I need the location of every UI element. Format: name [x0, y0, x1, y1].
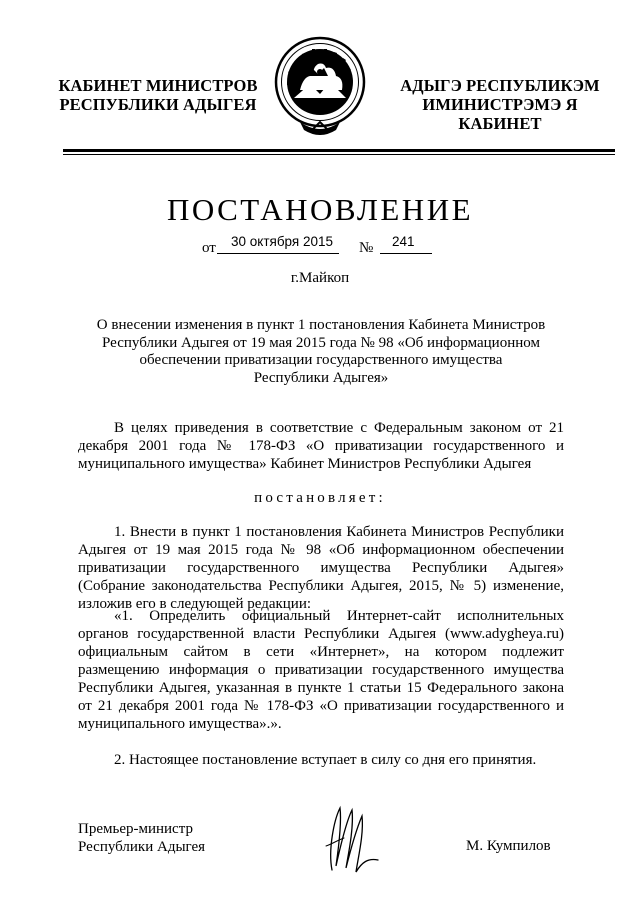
- item1-quote-paragraph: «1. Определить официальный Интернет-сайт исполнительных органов государственной власти Республики Адыгея (www.adygheya.ru) официальным сайтом в сети «Интернет», на котором подлежит размещению информация о приватизации государственного имущества Республики Адыгея, указанная в пункте 1 статьи 15 Федерального закона от 21 декабря 2001 года № 178-ФЗ «О приватизации государственного и муниципального имущества».».: [78, 608, 564, 732]
- item2-paragraph: 2. Настоящее постановление вступает в силу со дня его принятия.: [114, 752, 537, 768]
- header-divider-thick: [63, 149, 615, 152]
- document-subject: [78, 317, 564, 387]
- number-label: №: [359, 240, 374, 256]
- subject-line3: обеспечении приватизации государственного имущества: [139, 352, 503, 368]
- document-title: ПОСТАНОВЛЕНИЕ: [166, 192, 474, 227]
- subject-line4: Республики Адыгея»: [253, 369, 389, 386]
- signatory-position: [78, 820, 205, 856]
- resolves-heading: постановляет:: [254, 490, 386, 506]
- header-right-line1: АДЫГЭ РЕСПУБЛИКЭМ: [400, 76, 600, 95]
- header-divider-thin: [63, 154, 615, 155]
- position-line2: Республики Адыгея: [78, 839, 206, 855]
- subject-line2: Республики Адыгея от 19 мая 2015 года № 98 «Об информационном: [102, 334, 540, 351]
- header-right-line2: ИМИНИСТРЭМЭ Я КАБИНЕТ: [422, 95, 578, 133]
- coat-of-arms-emblem: [274, 32, 366, 142]
- preamble-paragraph: В целях приведения в соответствие с Федеральным законом от 21 декабря 2001 года № 178-ФЗ «О приватизации государственного и муниципального имущества» Кабинет Министров Республики Адыгея: [78, 420, 564, 472]
- header-right: [384, 76, 616, 133]
- header-left-line2: РЕСПУБЛИКИ АДЫГЕЯ: [59, 95, 257, 114]
- city: г.Майкоп: [290, 270, 350, 286]
- header-left-line1: КАБИНЕТ МИНИСТРОВ: [58, 76, 258, 95]
- date-label: от: [202, 240, 216, 256]
- signatory-name: М. Кумпилов: [466, 838, 551, 854]
- subject-line1: О внесении изменения в пункт 1 постановления Кабинета Министров: [96, 317, 546, 333]
- handwritten-signature: [318, 800, 388, 880]
- header-left: [58, 76, 258, 114]
- document-number: 241: [380, 234, 432, 254]
- document-date: 30 октября 2015: [217, 234, 339, 254]
- position-line1: Премьер-министр: [78, 821, 193, 837]
- item1-paragraph: 1. Внести в пункт 1 постановления Кабинета Министров Республики Адыгея от 19 мая 2015 года № 98 «Об информационном обеспечении приватизации государственного имущества Республики Адыгея» (Собрание законодательства Республики Адыгея, 2015, № 5) изменение, изложив его в следующей редакции:: [78, 524, 564, 612]
